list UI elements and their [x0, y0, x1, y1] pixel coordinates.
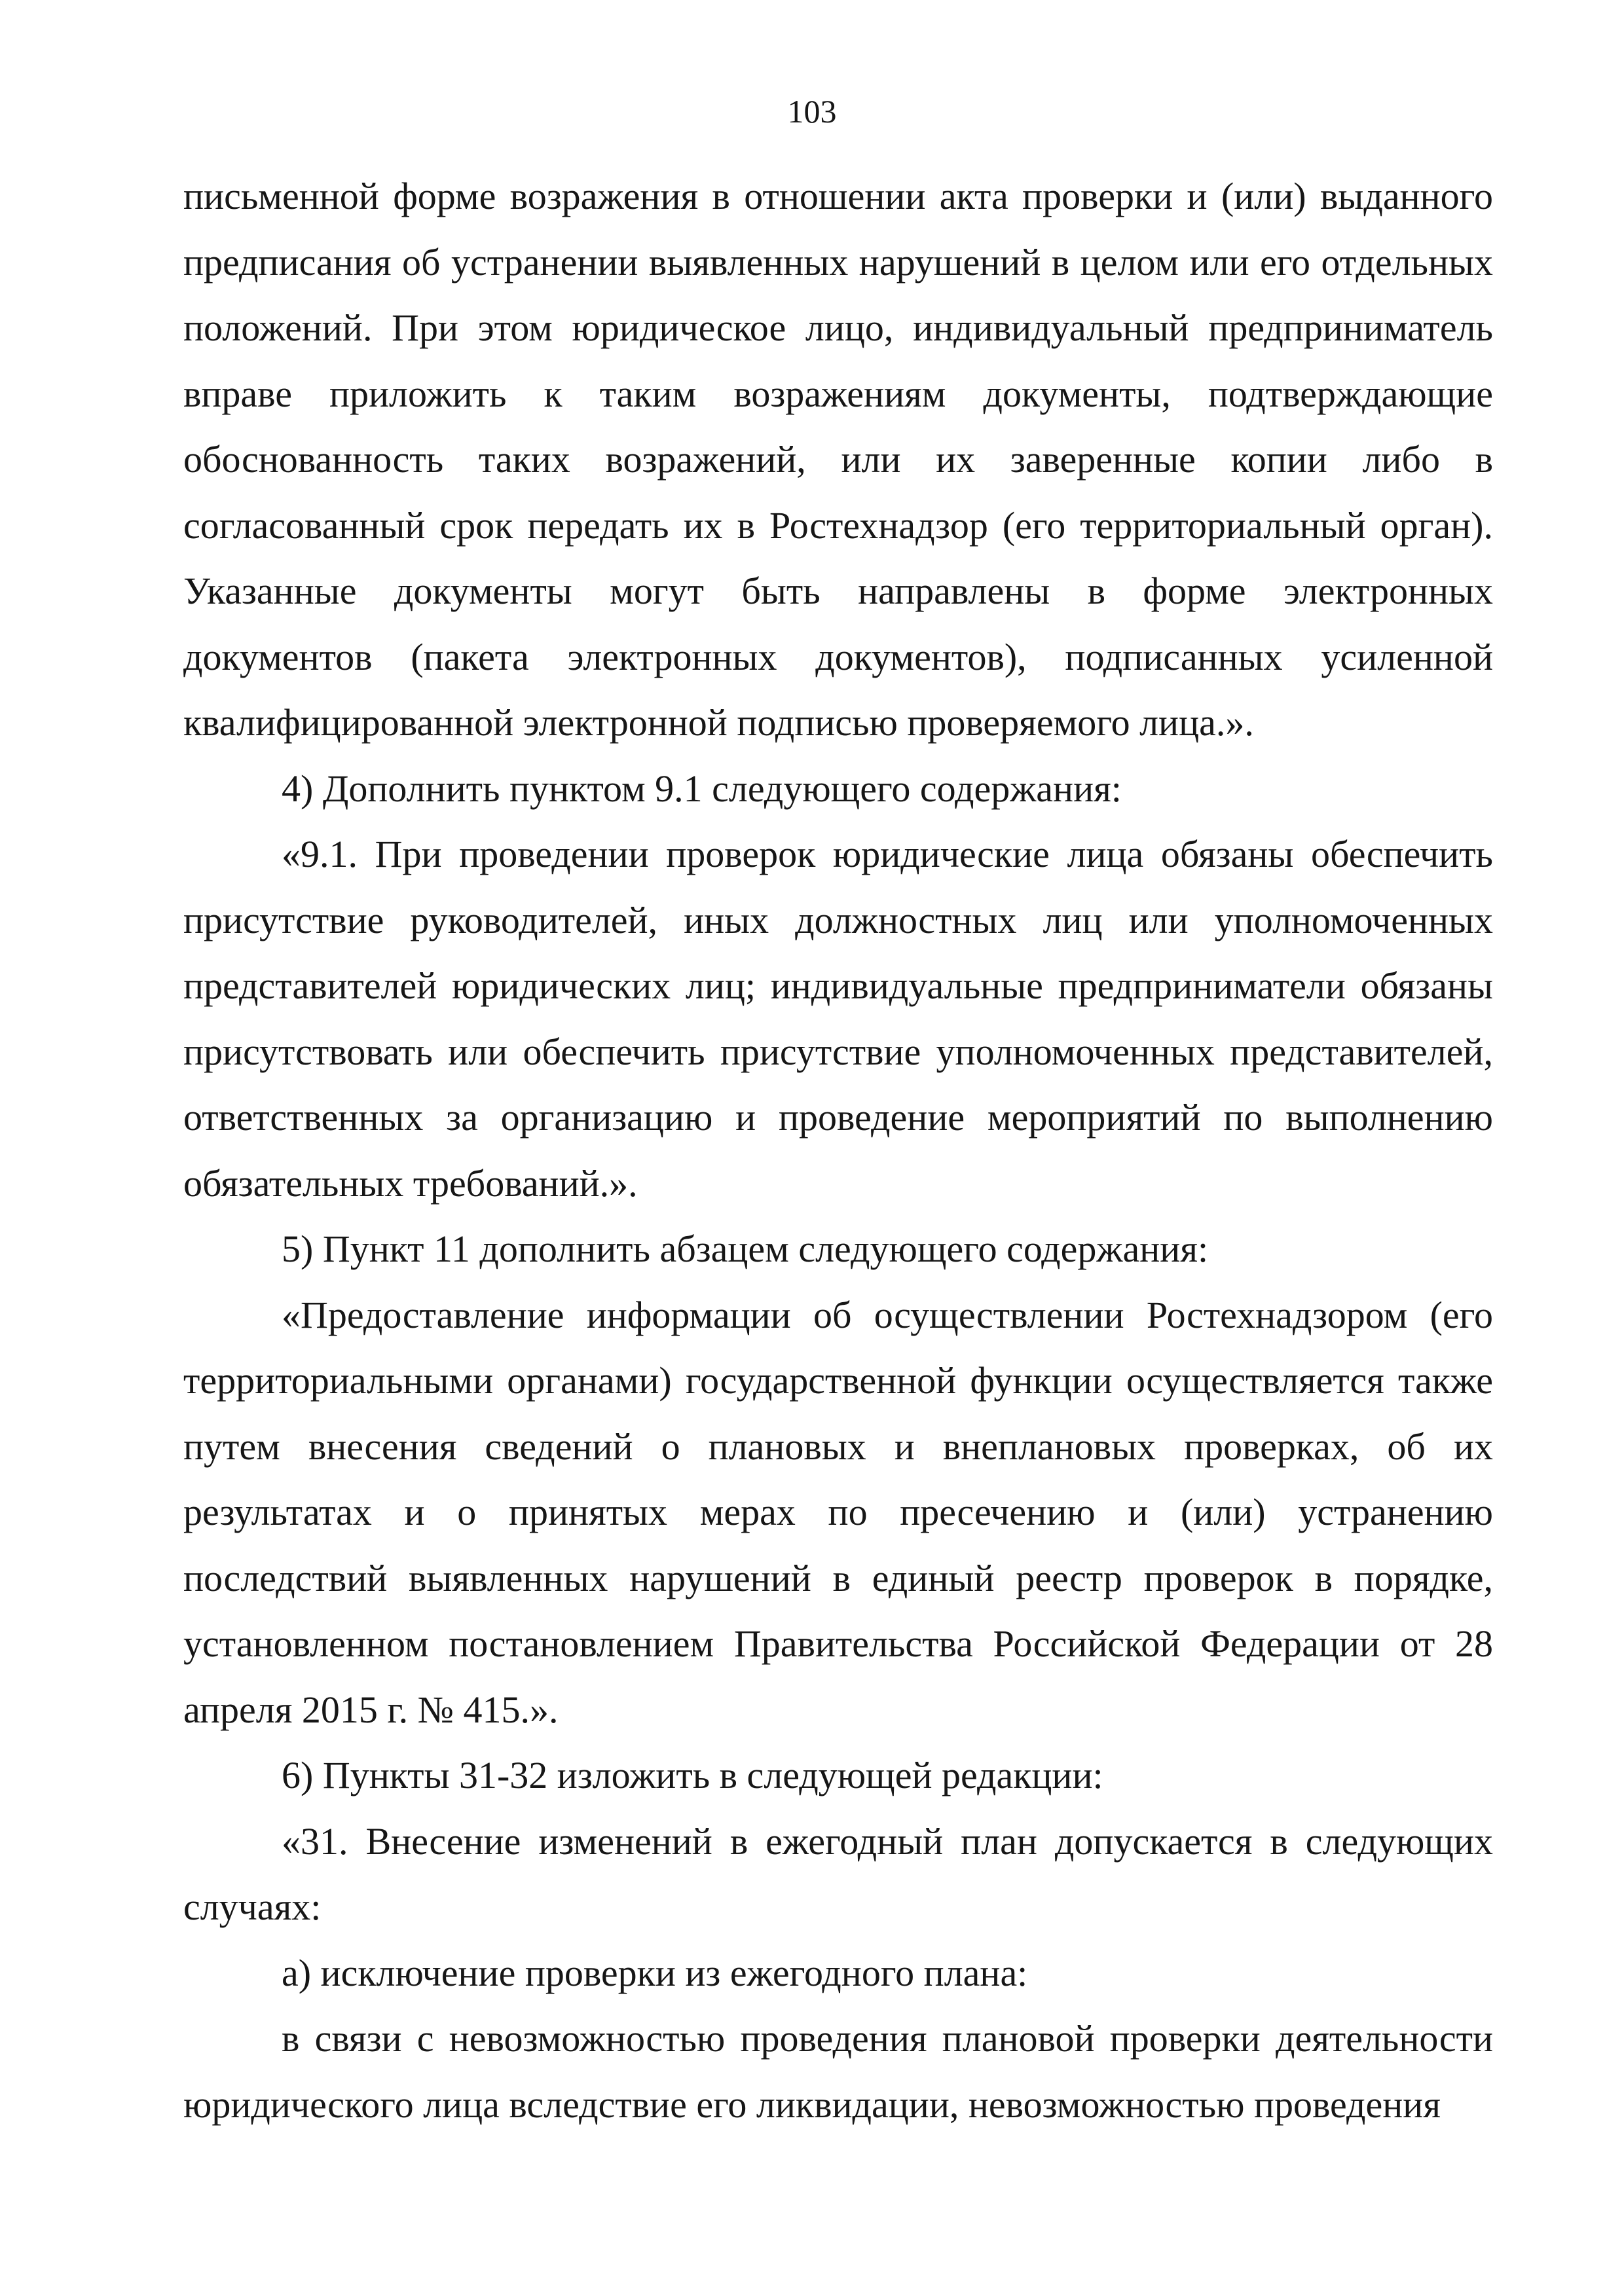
page-number: 103 [787, 93, 837, 130]
paragraph-subitem-a: а) исключение проверки из ежегодного плана: [282, 1951, 1028, 1994]
paragraph-clause-31: «31. Внесение изменений в ежегодный план допускается в следующих случаях: [183, 1819, 1493, 1928]
paragraph-item-6: 6) Пункты 31-32 изложить в следующей редакции: [282, 1754, 1103, 1796]
document-body [183, 164, 1493, 2138]
paragraph-item-4: 4) Дополнить пунктом 9.1 следующего содержания: [282, 767, 1122, 810]
paragraph-item-5: 5) Пункт 11 дополнить абзацем следующего содержания: [282, 1228, 1209, 1270]
paragraph-clause-9-1: «9.1. При проведении проверок юридические лица обязаны обеспечить присутствие руководителей, иных должностных лиц или уполномоченных представителей юридических лиц; индивидуальные предприниматели обязаны присутствовать или обеспечить присутствие уполномоченных представителей, ответственных за организацию и проведение мероприятий по выполнению обязательных требований.». [183, 833, 1493, 1205]
paragraph-liquidation: в связи с невозможностью проведения плановой проверки деятельности юридического лица вследствие его ликвидации, невозможностью проведения [183, 2017, 1493, 2126]
paragraph-continuation: письменной форме возражения в отношении акта проверки и (или) выданного предписания об устранении выявленных нарушений в целом или его отдельных положений. При этом юридическое лицо, индивидуальный предприниматель вправе приложить к таким возражениям документы, подтверждающие обоснованность таких возражений, или их заверенные копии либо в согласованный срок передать их в Ростехнадзор (его территориальный орган). Указанные документы могут быть направлены в форме электронных документов (пакета электронных документов), подписанных усиленной квалифицированной электронной подписью проверяемого лица.». [183, 175, 1493, 744]
paragraph-clause-11-addition: «Предоставление информации об осуществлении Ростехнадзором (его территориальными органами) государственной функции осуществляется также путем внесения сведений о плановых и внеплановых проверках, об их результатах и о принятых мерах по пресечению и (или) устранению последствий выявленных нарушений в единый реестр проверок в порядке, установленном постановлением Правительства Российской Федерации от 28 апреля 2015 г. № 415.». [183, 1293, 1493, 1731]
